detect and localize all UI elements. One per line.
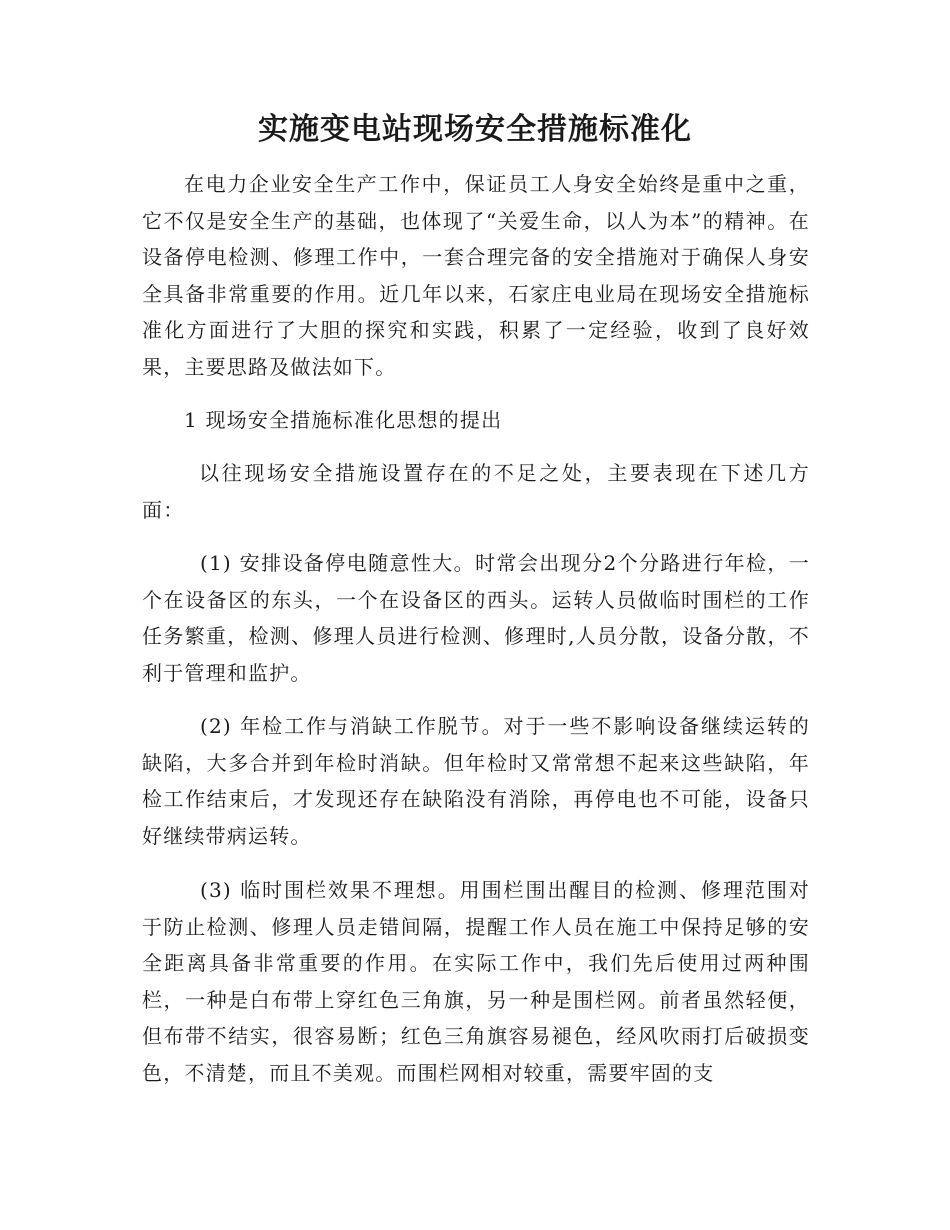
paragraph-item-2: (2) 年检工作与消缺工作脱节。对于一些不影响设备继续运转的缺陷，大多合并到年检时消缺。但年检时又常常想不起来这些缺陷，年检工作结束后，才发现还存在缺陷没有消除，再停电也不可能，设备只好继续带病运转。: [142, 714, 810, 848]
intro-paragraph: 在电力企业安全生产工作中，保证员工人身安全始终是重中之重，它不仅是安全生产的基础，也体现了“关爱生命，以人为本”的精神。在设备停电检测、修理工作中，一套合理完备的安全措施对于确保人身安全具备非常重要的作用。近几年以来，石家庄电业局在现场安全措施标准化方面进行了大胆的探究和实践，积累了一定经验，收到了良好效果，主要思路及做法如下。: [142, 172, 810, 379]
paragraph-item-3: (3) 临时围栏效果不理想。用围栏围出醒目的检测、修理范围对于防止检测、修理人员走错间隔，提醒工作人员在施工中保持足够的安全距离具备非常重要的作用。在实际工作中，我们先后使用过两种围栏，一种是白布带上穿红色三角旗，另一种是围栏网。前者虽然轻便，但布带不结实，很容易断；红色三角旗容易褪色，经风吹雨打后破损变色，不清楚，而且不美观。而围栏网相对较重，需要牢固的支: [142, 878, 810, 1085]
paragraph-shortcomings: 以往现场安全措施设置存在的不足之处，主要表现在下述几方面：: [142, 461, 810, 522]
document-title: 实施变电站现场安全措施标准化: [258, 112, 692, 147]
paragraph-item-1: (1) 安排设备停电随意性大。时常会出现分2个分路进行年检，一个在设备区的东头，一个在设备区的西头。运转人员做临时围栏的工作任务繁重，检测、修理人员进行检测、修理时,人员分散，设备分散，不利于管理和监护。: [142, 551, 810, 685]
section-heading: 1 现场安全措施标准化思想的提出: [184, 408, 503, 432]
